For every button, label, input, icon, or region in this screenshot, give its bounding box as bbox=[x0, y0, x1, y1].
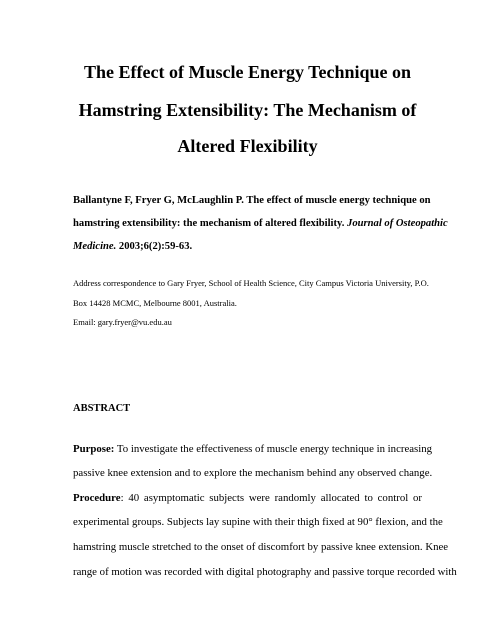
address-line-2: Box 14428 MCMC, Melbourne 8001, Australia. bbox=[73, 298, 237, 308]
title-line-1: The Effect of Muscle Energy Technique on bbox=[84, 62, 411, 82]
procedure-label: Procedure bbox=[73, 492, 121, 504]
procedure-line-4: range of motion was recorded with digital photography and passive torque recorded with bbox=[73, 566, 457, 578]
procedure-line-2: experimental groups. Subjects lay supine with their thigh fixed at 90° flexion, and the bbox=[73, 516, 443, 528]
procedure-line-3: hamstring muscle stretched to the onset of discomfort by passive knee extension. Knee bbox=[73, 541, 449, 553]
procedure-text: : 40 asymptomatic subjects were randomly allocated to control or bbox=[120, 492, 422, 504]
purpose-line-2: passive knee extension and to explore the mechanism behind any observed change. bbox=[73, 467, 433, 479]
purpose-text: To investigate the effectiveness of muscle energy technique in increasing bbox=[114, 443, 433, 455]
journal-name: Journal of Osteopathic bbox=[347, 218, 448, 229]
abstract-heading: ABSTRACT bbox=[73, 403, 131, 414]
email-line: Email: gary.fryer@vu.edu.au bbox=[73, 317, 172, 327]
address-line-1: Address correspondence to Gary Fryer, School of Health Science, City Campus Victoria University, P.O. bbox=[73, 278, 429, 288]
citation-volume: 2003;6(2):59-63. bbox=[116, 241, 193, 252]
journal-name-cont: Medicine. bbox=[73, 241, 117, 252]
citation-line-3 bbox=[73, 241, 422, 252]
procedure-line-1 bbox=[73, 492, 422, 504]
purpose-line-1 bbox=[73, 443, 433, 455]
citation-text: hamstring extensibility: the mechanism of altered flexibility. bbox=[73, 218, 348, 229]
citation-line-1: Ballantyne F, Fryer G, McLaughlin P. The effect of muscle energy technique on bbox=[73, 195, 431, 206]
title-line-2: Hamstring Extensibility: The Mechanism of bbox=[78, 100, 417, 120]
citation-line-2 bbox=[73, 218, 448, 229]
purpose-label: Purpose: bbox=[73, 443, 115, 455]
title-line-3: Altered Flexibility bbox=[177, 136, 318, 156]
